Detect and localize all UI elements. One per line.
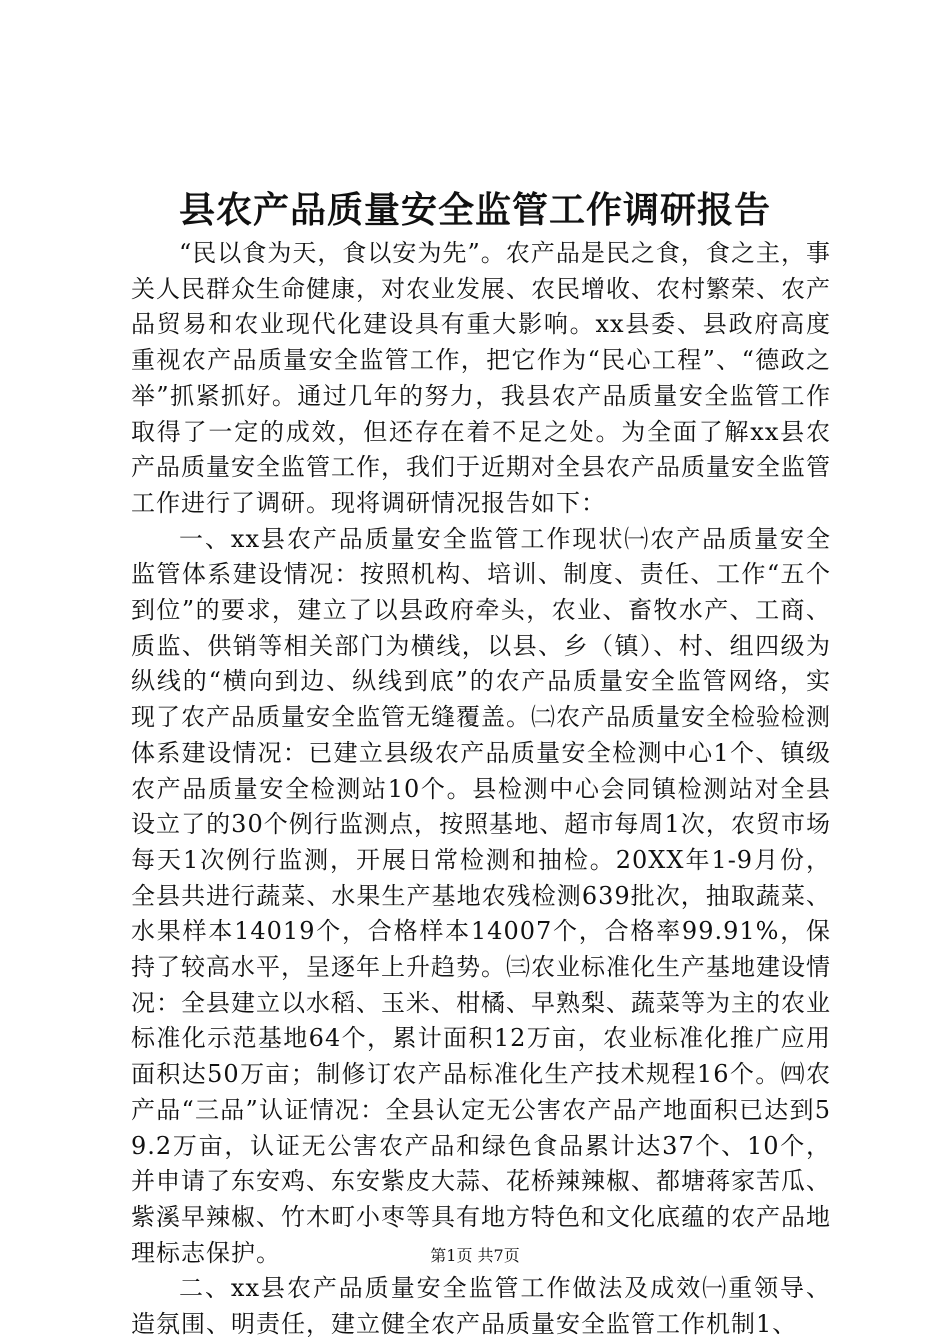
document-title: 县农产品质量安全监管工作调研报告 [178, 189, 771, 231]
paragraph-section-two: 二、xx县农产品质量安全监管工作做法及成效㈠重领导、造氛围、明责任，建立健全农产品质量安全监管工作机制1、 [131, 1274, 831, 1339]
page-number-footer: 第1页 共7页 [430, 1246, 520, 1265]
paragraph-intro: “民以食为天，食以安为先”。农产品是民之食，食之主，事关人民群众生命健康，对农业发展、农民增收、农村繁荣、农产品贸易和农业现代化建设具有重大影响。xx县委、县政府高度重视农产品质量安全监管工作，把它作为“民心工程”、“德政之举”抓紧抓好。通过几年的努力，我县农产品质量安全监管工作取得了一定的成效，但还存在着不足之处。为全面了解xx县农产品质量安全监管工作，我们于近期对全县农产品质量安全监管工作进行了调研。现将调研情况报告如下： [131, 239, 831, 517]
paragraph-section-one: 一、xx县农产品质量安全监管工作现状㈠农产品质量安全监管体系建设情况：按照机构、培训、制度、责任、工作“五个到位”的要求，建立了以县政府牵头，农业、畜牧水产、工商、质监、供销等相关部门为横线，以县、乡（镇）、村、组四级为纵线的“横向到边、纵线到底”的农产品质量安全监管网络，实现了农产品质量安全监管无缝覆盖。㈡农产品质量安全检验检测体系建设情况：已建立县级农产品质量安全检测中心1个、镇级农产品质量安全检测站10个。县检测中心会同镇检测站对全县设立了的30个例行监测点，按照基地、超市每周1次，农贸市场每天1次例行监测，开展日常检测和抽检。20XX年1-9月份，全县共进行蔬菜、水果生产基地农残检测639批次，抽取蔬菜、水果样本14019个，合格样本14007个，合格率99.91%，保持了较高水平，呈逐年上升趋势。㈢农业标准化生产基地建设情况：全县建立以水稻、玉米、柑橘、早熟梨、蔬菜等为主的农业标准化示范基地64个，累计面积12万亩，农业标准化推广应用面积达50万亩；制修订农产品标准化生产技术规程16个。㈣农产品“三品”认证情况：全县认定无公害农产品产地面积已达到59.2万亩，认证无公害农产品和绿色食品累计达37个、10个，并申请了东安鸡、东安紫皮大蒜、花桥辣辣椒、都塘蒋家苦瓜、紫溪早辣椒、竹木町小枣等具有地方特色和文化底蕴的农产品地理标志保护。 [131, 524, 831, 1267]
document-body [131, 236, 831, 1343]
